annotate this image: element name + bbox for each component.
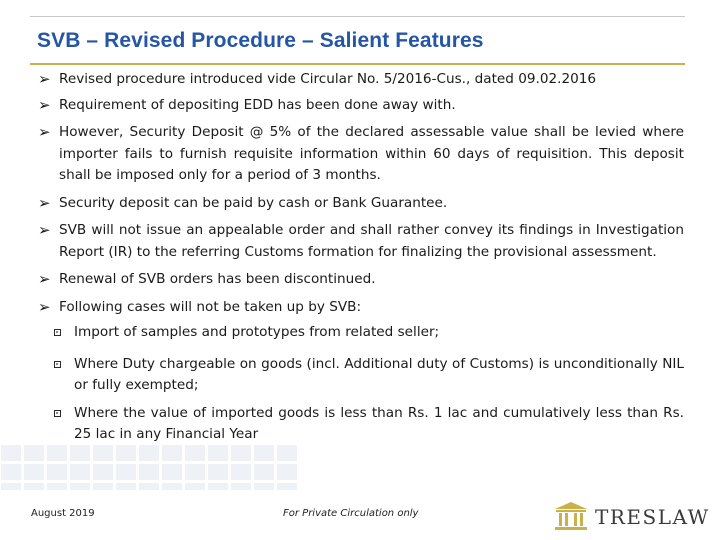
treslaw-logo [553, 501, 713, 531]
grid-cell [0, 444, 22, 462]
grid-cell [161, 482, 183, 490]
grid-cell [92, 482, 114, 490]
grid-cell [23, 444, 45, 462]
grid-cell [161, 444, 183, 462]
bullet-item [38, 297, 684, 319]
footer-date: August 2019 [31, 508, 95, 519]
bullet-item [38, 69, 684, 91]
arrow-bullet-icon: ➢ [38, 70, 51, 88]
grid-cell [138, 482, 160, 490]
grid-cell [0, 482, 22, 490]
grid-cell [253, 444, 275, 462]
circular-reference: Circular No. 5/2016-Cus., dated 09.02.2016 [300, 71, 597, 87]
bullet-item [38, 193, 684, 215]
grid-cell [184, 482, 206, 490]
background-grid-decoration [0, 444, 300, 490]
grid-cell [253, 463, 275, 481]
grid-cell [69, 463, 91, 481]
square-bullet-icon [54, 361, 61, 368]
bullet-item [38, 220, 684, 263]
bullet-list [38, 69, 684, 446]
top-divider [30, 16, 685, 17]
arrow-bullet-icon: ➢ [38, 270, 51, 288]
grid-cell [115, 463, 137, 481]
grid-cell [46, 482, 68, 490]
footer-confidentiality: For Private Circulation only [283, 508, 419, 519]
grid-cell [207, 463, 229, 481]
grid-cell [230, 482, 252, 490]
grid-cell [115, 482, 137, 490]
pillars-logo-icon [553, 501, 589, 531]
bullet-text: However, Security Deposit @ 5% of the declared assessable value shall be levied where importer fails to furnish requisite information within 60 days of requisition. This deposit shall be imposed only for a period of 3 months. [59, 124, 684, 183]
grid-cell [23, 463, 45, 481]
bullet-item [38, 269, 684, 291]
arrow-bullet-icon: ➢ [38, 123, 51, 141]
grid-cell [230, 444, 252, 462]
sub-bullet-item [54, 322, 684, 344]
grid-cell [92, 463, 114, 481]
slide-title: SVB – Revised Procedure – Salient Features [37, 29, 484, 52]
bullet-item [38, 122, 684, 187]
sub-bullet-item [54, 354, 684, 397]
grid-cell [0, 463, 22, 481]
bullet-text: SVB will not issue an appealable order and shall rather convey its findings in Investigation Report (IR) to the referring Customs formation for finalizing the provisional assessment. [59, 222, 684, 260]
bullet-text: Renewal of SVB orders has been discontinued. [59, 271, 376, 287]
grid-cell [230, 463, 252, 481]
sub-bullet-text: Where Duty chargeable on goods (incl. Additional duty of Customs) is unconditionally NIL or fully exempted; [74, 355, 684, 393]
grid-cell [46, 463, 68, 481]
sub-bullet-text: Import of samples and prototypes from related seller; [74, 324, 440, 340]
grid-cell [69, 444, 91, 462]
grid-cell [92, 444, 114, 462]
grid-cell [184, 444, 206, 462]
bullet-text: Revised procedure introduced vide [59, 71, 301, 87]
grid-cell [115, 444, 137, 462]
grid-cell [276, 444, 298, 462]
arrow-bullet-icon: ➢ [38, 193, 51, 212]
bullet-text: Requirement of depositing EDD has been done away with. [59, 96, 456, 113]
logo-wordmark: TRESLAW [595, 505, 710, 529]
square-bullet-icon [54, 329, 61, 336]
grid-cell [276, 482, 298, 490]
grid-cell [69, 482, 91, 490]
title-underline [30, 63, 685, 65]
grid-cell [161, 463, 183, 481]
grid-cell [207, 444, 229, 462]
grid-cell [184, 463, 206, 481]
sub-bullet-text: Where the value of imported goods is less than Rs. 1 lac and cumulatively less than Rs. 25 lac in any Financial Year [74, 404, 684, 442]
bullet-text: Security deposit can be paid by cash or Bank Guarantee. [59, 194, 448, 211]
grid-cell [276, 463, 298, 481]
grid-cell [207, 482, 229, 490]
bullet-item [38, 95, 684, 117]
arrow-bullet-icon: ➢ [38, 297, 51, 316]
sub-bullet-item [54, 403, 684, 446]
grid-cell [138, 463, 160, 481]
grid-cell [46, 444, 68, 462]
grid-cell [138, 444, 160, 462]
bullet-text: Following cases will not be taken up by SVB: [59, 298, 362, 315]
grid-cell [253, 482, 275, 490]
grid-cell [23, 482, 45, 490]
arrow-bullet-icon: ➢ [38, 221, 51, 239]
square-bullet-icon [54, 410, 61, 417]
arrow-bullet-icon: ➢ [38, 95, 51, 114]
